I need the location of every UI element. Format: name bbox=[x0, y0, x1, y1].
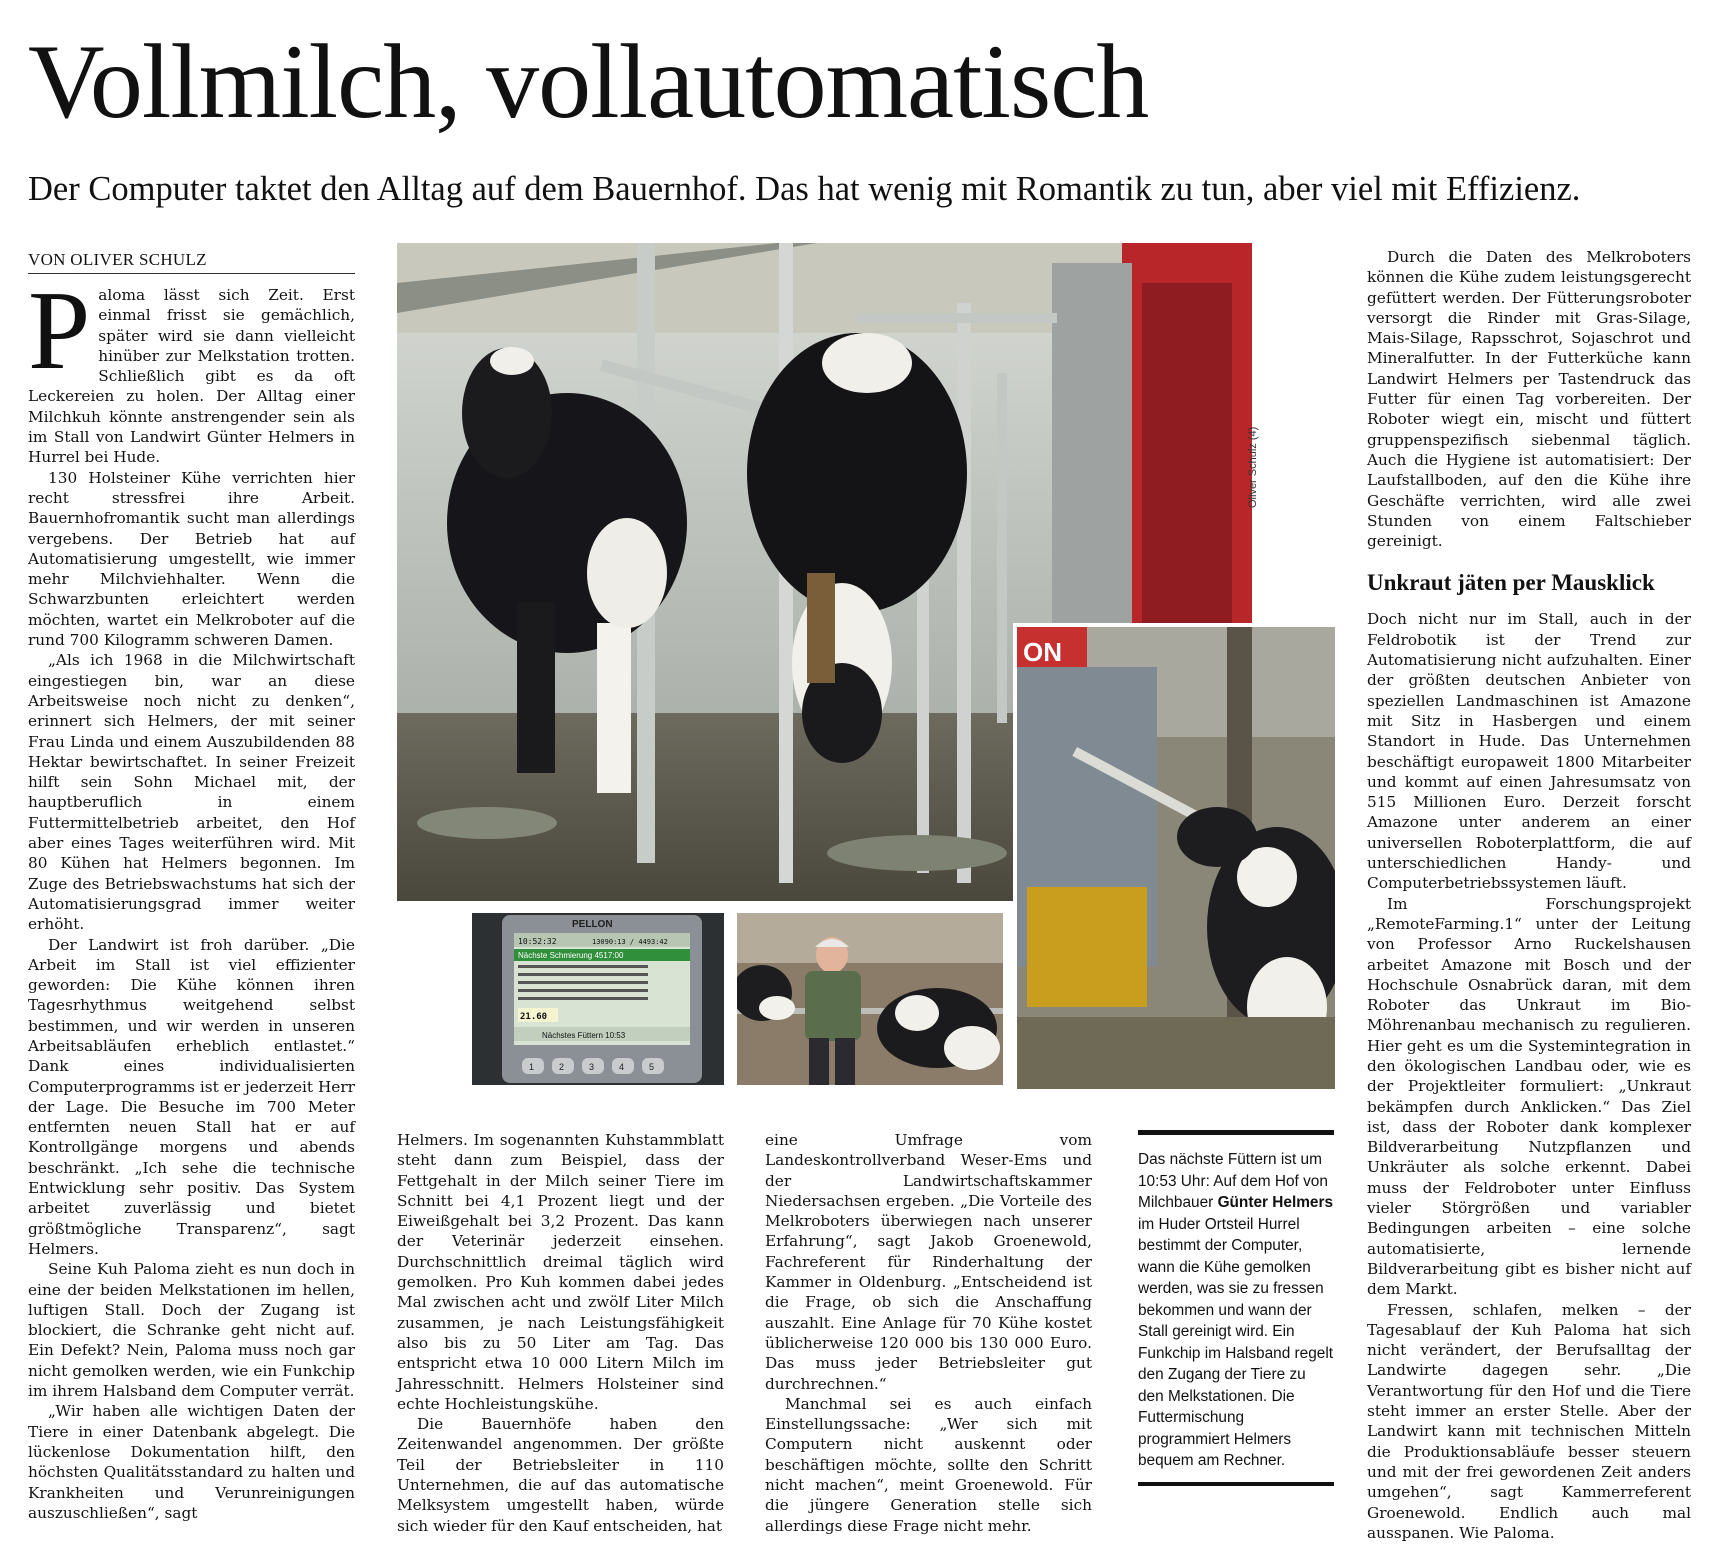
caption-name: Günter Helmers bbox=[1217, 1194, 1334, 1211]
paragraph-text: aloma lässt sich Zeit. Erst einmal frisst sie gemächlich, später wird sie dann vielleicht hinüber zur Melkstation trotten. Schließlich gibt es da oft Leckereien zu holen. Der Alltag einer Milchkuh könnte anstrengender sein als im Stall von Landwirt Günter Helmers in Hurrel bei Hude. bbox=[28, 286, 355, 467]
article-column-3 bbox=[765, 1130, 1092, 1536]
photo-caption bbox=[1138, 1130, 1334, 1486]
paragraph: Seine Kuh Paloma zieht es nun doch in eine der beiden Melkstationen im hellen, luftigen Stall. Doch der Zugang ist blockiert, die Schranke geht nicht auf. Ein Defekt? Nein, Paloma muss noch gar nicht gemolken werden, wie ein Funkchip im ihrem Halsband dem Computer verrät. bbox=[28, 1260, 355, 1401]
photo-farmer-helmers bbox=[737, 913, 1003, 1085]
article-column-2 bbox=[397, 1130, 724, 1536]
paragraph: Durch die Daten des Melkroboters können die Kühe zudem leistungsgerecht gefüttert werden. Der Fütterungsroboter versorgt die Rinder mit Gras-Silage, Mais-Silage, Rapsschrot, Sojaschrot und Mineralfutter. In der Futterküche kann Landwirt Helmers per Tastendruck das Futter für einen Tag vorbereiten. Der Roboter wiegt ein, mischt und füttert gruppenspezifisch siebenmal täglich. Auch die Hygiene ist automatisiert: Der Laufstallboden, auf den die Kühe ihre Geschäfte verrichten, wird alle zwei Stunden von einem Faltschieber gereinigt. bbox=[1367, 248, 1691, 551]
display-line1: Nächste Schmierung 4517:00 bbox=[518, 951, 624, 960]
paragraph: Fressen, schlafen, melken – der Tagesablauf der Kuh Paloma hat sich nicht verändert, der Berufsalltag der Landwirte dagegen sehr. „Die Verantwortung für den Hof und die Tiere steht immer an erster Stelle. Aber der Landwirt kann mit technischen Mitteln die Produktionsabläufe besser steuern und mit der frei gewordenen Zeit anders umgehen“, sagt Kammerreferent Groenewold. Endlich auch mal ausspanen. Wie Paloma. bbox=[1367, 1300, 1691, 1542]
display-image bbox=[472, 913, 724, 1085]
display-button-label: 1 bbox=[529, 1062, 535, 1072]
display-button-label: 3 bbox=[589, 1062, 595, 1072]
paragraph bbox=[28, 269, 355, 468]
photo-computer-display bbox=[472, 913, 724, 1085]
farmer-image bbox=[737, 913, 1003, 1085]
photo-robot-feeding bbox=[1013, 623, 1335, 1089]
paragraph: Helmers. Im sogenannten Kuhstammblatt steht dann zum Beispiel, dass der Fettgehalt in der Milch seiner Tiere im Schnitt bei 4,1 Prozent liegt und der Eiweißgehalt bei 3,2 Prozent. Das kann der Veterinär jederzeit einsehen. Durchschnittlich dreimal täglich wird gemolken. Pro Kuh kommen dabei jedes Mal zwischen acht und zwölf Liter Milch zusammen, je nach Leistungsfähigkeit also bis zu 50 Liter am Tag. Das entspricht etwa 10 000 Litern Milch im Jahresschnitt. Helmers Holsteiner sind echte Hochleistungskühe. bbox=[397, 1131, 724, 1413]
robot-label: ON bbox=[1023, 637, 1062, 667]
section-heading: Unkraut jäten per Mausklick bbox=[1367, 570, 1655, 596]
paragraph: „Wir haben alle wichtigen Daten der Tiere in einer Datenbank abgelegt. Die lückenlose Dokumentation hilft, den höchsten Qualitätsstandard zu halten und Krankheiten und Verunreinigungen auszuschließen“, sagt bbox=[28, 1402, 355, 1522]
photo-credit: Oliver Schulz (4) bbox=[1247, 426, 1259, 508]
paragraph: Doch nicht nur im Stall, auch in der Feldrobotik ist der Trend zur Automatisierung nicht aufzuhalten. Einer der größten deutschen Anbieter von speziellen Landmaschinen ist Amazone mit Sitz in Hasbergen und einem Standort in Hude. Das Unternehmen beschäftigt europaweit 1800 Mitarbeiter und kommt auf einen Jahresumsatz von 515 Millionen Euro. Derzeit forscht Amazone unter anderem an einer universellen Roboterplattform, die auf unterschiedlichen Handy- und Computerbetriebssystemen läuft. bbox=[1367, 610, 1691, 893]
article-column-4 bbox=[1367, 247, 1691, 1543]
paragraph: Manchmal sei es auch einfach Einstellungssache: „Wer sich mit Computern nicht auskennt oder beschäftigen möchte, sollte den Schritt nicht machen“, meint Groenewold. Für die jüngere Generation stelle sich allerdings diese Frage nicht mehr. bbox=[765, 1394, 1092, 1535]
paragraph: Im Forschungsprojekt „RemoteFarming.1“ unter der Leitung von Professor Arno Ruckelshausen arbeitet Amazone mit Bosch und der Hochschule Osnabrück daran, mit dem Roboter das Unkraut im Bio-Möhrenanbau mechanisch zu regulieren. Hier geht es um die Systemintegration in den ökologischen Landbau oder, wie es der Projektleiter formuliert: „Unkraut bekämpfen durch Anklicken.“ Das Ziel ist, dass der Roboter dank komplexer Bildverarbeitung Nutzpflanzen und Unkräuter als solche erkennt. Dabei muss der Feldroboter unter Einfluss vieler Störgrößen und variabler Bedingungen arbeiten – eine solche automatisierte, lernende Bildverarbeitung gibt es bisher nicht auf dem Markt. bbox=[1367, 894, 1691, 1299]
byline: VON OLIVER SCHULZ bbox=[28, 250, 355, 274]
display-counter: 13090:13 / 4493:42 bbox=[592, 938, 668, 946]
caption-text: Das nächste Füttern ist um 10:53 Uhr: Auf dem Hof von Milchbauer bbox=[1138, 1151, 1328, 1211]
display-button-label: 2 bbox=[559, 1062, 565, 1072]
display-button-label: 4 bbox=[619, 1062, 625, 1072]
display-brand: PELLON bbox=[572, 919, 613, 930]
display-time: 10:52:32 bbox=[518, 937, 557, 946]
dropcap: P bbox=[28, 269, 91, 393]
headline: Vollmilch, vollautomatisch bbox=[28, 23, 1149, 140]
paragraph: eine Umfrage vom Landeskontrollverband Weser-Ems und der Landwirtschaftskammer Niedersachsen ergeben. „Die Vorteile des Melkroboters überwiegen nach unserer Erfahrung“, sagt Jakob Groenewold, Fachreferent für Rinderhaltung der Kammer in Oldenburg. „Entscheidend ist die Frage, ob sich die Anschaffung auszahlt. Eine Anlage für 70 Kühe kostet üblicherweise 120 000 bis 130 000 Euro. Das muss jeder Betriebsleiter gut durchrechnen.“ bbox=[765, 1131, 1092, 1393]
display-next: Nächstes Füttern 10:53 bbox=[542, 1031, 626, 1040]
paragraph: Der Landwirt ist froh darüber. „Die Arbeit im Stall ist viel effizienter geworden: Die Kühe können ihren Tagesrhythmus weitgehend selbst bestimmen, und wir werden in unseren Arbeitsabläufen erheblich entlastet.“ Dank eines individualisierten Computerprogramms ist er jederzeit Herr der Lage. Die Besuche im 700 Meter entfernten neuen Stall hat er auf Kontrollgänge morgens und abends beschränkt. „Ich sehe die technische Entwicklung sehr positiv. Das System arbeitet zuverlässig und bietet größtmögliche Transparenz“, sagt Helmers. bbox=[28, 935, 355, 1258]
photo-robot-image bbox=[1017, 627, 1335, 1089]
display-value: 21.60 bbox=[520, 1012, 548, 1022]
subheadline: Der Computer taktet den Alltag auf dem Bauernhof. Das hat wenig mit Romantik zu tun, aber viel mit Effizienz. bbox=[28, 170, 1581, 208]
paragraph: Die Bauernhöfe haben den Zeitenwandel angenommen. Der größte Teil der Betriebsleiter in 110 Unternehmen, die auf das automatische Melksystem umgestellt haben, würde sich wieder für den Kauf entscheiden, hat bbox=[397, 1415, 724, 1535]
article-column-1 bbox=[28, 269, 355, 1523]
paragraph: 130 Holsteiner Kühe verrichten hier recht stressfrei ihre Arbeit. Bauernhofromantik sucht man allerdings vergebens. Der Betrieb hat auf Automatisierung umgestellt, wie immer mehr Milchviehhalter. Wenn die Schwarzbunten erleichtert werden möchten, wartet ein Melkroboter auf die rund 700 Kilogramm schweren Damen. bbox=[28, 468, 355, 650]
paragraph: „Als ich 1968 in die Milchwirtschaft eingestiegen bin, war an diese Arbeitsweise noch nicht zu denken“, erinnert sich Helmers, der mit seiner Frau Linda und einem Auszubildenden 88 Hektar bewirtschaftet. In seiner Freizeit hilft sein Sohn Michael mit, der hauptberuflich in einem Futtermittelbetrieb arbeitet, den Hof aber eines Tages weiterführen wird. Mit 80 Kühen hat Helmers begonnen. Im Zuge des Betriebswachstums hat sich der Automatisierungsgrad immer weiter erhöht. bbox=[28, 651, 355, 934]
display-button-label: 5 bbox=[649, 1062, 655, 1072]
caption-text: im Huder Ortsteil Hurrel bestimmt der Computer, wann die Kühe gemolken werden, was sie zu fressen bekommen und wann der Stall gereinigt wird. Ein Funkchip im Halsband regelt den Zugang der Tiere zu den Melkstationen. Die Futtermischung programmiert Helmers bequem am Rechner. bbox=[1138, 1215, 1334, 1469]
